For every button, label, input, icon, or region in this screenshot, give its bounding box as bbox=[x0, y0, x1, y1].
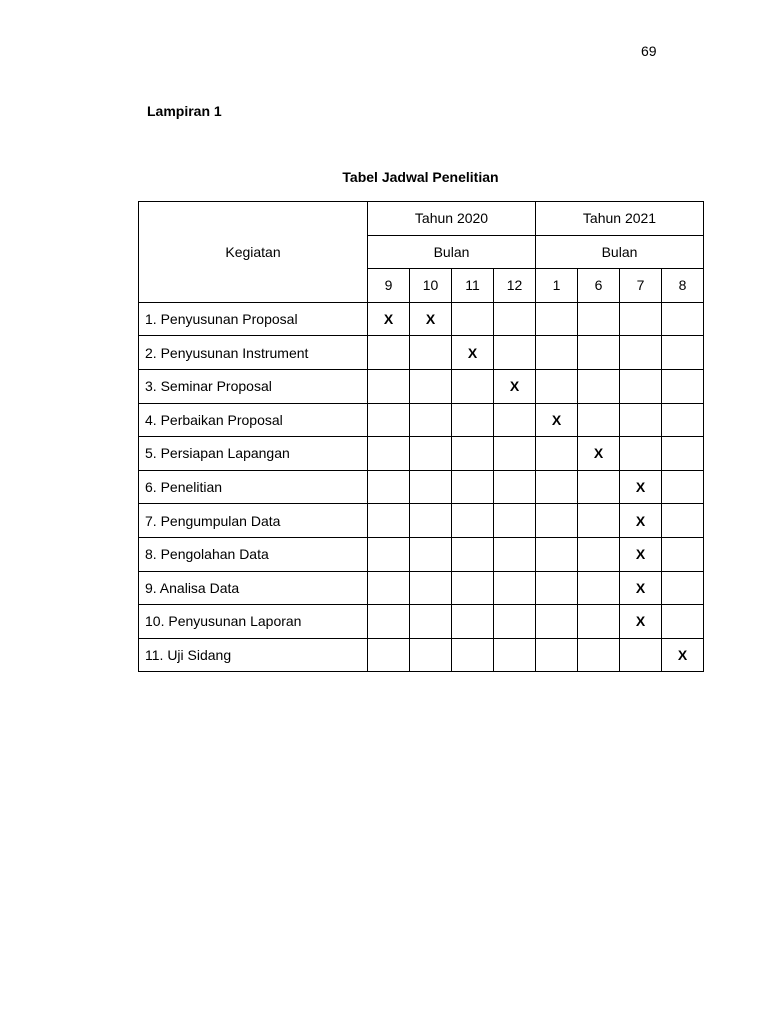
schedule-cell bbox=[410, 336, 452, 370]
schedule-cell bbox=[578, 605, 620, 639]
activity-cell: 5. Persiapan Lapangan bbox=[139, 437, 368, 471]
schedule-cell bbox=[452, 470, 494, 504]
schedule-cell bbox=[662, 302, 704, 336]
appendix-label: Lampiran 1 bbox=[147, 103, 222, 119]
schedule-cell bbox=[662, 537, 704, 571]
table-row bbox=[139, 537, 704, 571]
schedule-cell bbox=[368, 470, 410, 504]
schedule-cell bbox=[578, 403, 620, 437]
table-row bbox=[139, 437, 704, 471]
schedule-cell bbox=[410, 537, 452, 571]
year-header: Tahun 2021 bbox=[536, 202, 704, 236]
activity-cell: 4. Perbaikan Proposal bbox=[139, 403, 368, 437]
table-row bbox=[139, 369, 704, 403]
schedule-cell bbox=[494, 638, 536, 672]
month-group-header: Bulan bbox=[536, 235, 704, 269]
schedule-cell bbox=[536, 605, 578, 639]
schedule-cell bbox=[452, 638, 494, 672]
page-number: 69 bbox=[641, 43, 657, 59]
activity-cell: 6. Penelitian bbox=[139, 470, 368, 504]
month-group-header: Bulan bbox=[368, 235, 536, 269]
month-header: 12 bbox=[494, 269, 536, 303]
schedule-cell bbox=[494, 504, 536, 538]
schedule-mark: X bbox=[620, 537, 662, 571]
schedule-cell bbox=[494, 403, 536, 437]
activity-cell: 7. Pengumpulan Data bbox=[139, 504, 368, 538]
schedule-cell bbox=[620, 437, 662, 471]
schedule-cell bbox=[410, 571, 452, 605]
activity-cell: 3. Seminar Proposal bbox=[139, 369, 368, 403]
header-row-years bbox=[139, 202, 704, 236]
schedule-cell bbox=[536, 638, 578, 672]
schedule-cell bbox=[368, 638, 410, 672]
schedule-cell bbox=[620, 336, 662, 370]
schedule-cell bbox=[536, 504, 578, 538]
schedule-cell bbox=[578, 537, 620, 571]
schedule-cell bbox=[536, 537, 578, 571]
table-row bbox=[139, 470, 704, 504]
schedule-cell bbox=[536, 369, 578, 403]
month-header: 1 bbox=[536, 269, 578, 303]
schedule-mark: X bbox=[494, 369, 536, 403]
schedule-cell bbox=[620, 403, 662, 437]
schedule-cell bbox=[578, 302, 620, 336]
schedule-mark: X bbox=[452, 336, 494, 370]
schedule-mark: X bbox=[578, 437, 620, 471]
schedule-cell bbox=[662, 369, 704, 403]
table-row bbox=[139, 571, 704, 605]
schedule-cell bbox=[536, 571, 578, 605]
month-header: 6 bbox=[578, 269, 620, 303]
schedule-cell bbox=[368, 571, 410, 605]
schedule-cell bbox=[662, 571, 704, 605]
schedule-cell bbox=[620, 638, 662, 672]
schedule-cell bbox=[494, 605, 536, 639]
schedule-cell bbox=[368, 369, 410, 403]
schedule-cell bbox=[494, 470, 536, 504]
schedule-cell bbox=[662, 504, 704, 538]
table-title: Tabel Jadwal Penelitian bbox=[342, 169, 499, 185]
table-row bbox=[139, 403, 704, 437]
activity-cell: 2. Penyusunan Instrument bbox=[139, 336, 368, 370]
schedule-cell bbox=[410, 504, 452, 538]
schedule-cell bbox=[662, 336, 704, 370]
schedule-cell bbox=[368, 537, 410, 571]
schedule-cell bbox=[368, 504, 410, 538]
table-row bbox=[139, 638, 704, 672]
schedule-cell bbox=[662, 437, 704, 471]
activity-cell: 11. Uji Sidang bbox=[139, 638, 368, 672]
schedule-cell bbox=[578, 369, 620, 403]
schedule-cell bbox=[578, 336, 620, 370]
schedule-cell bbox=[410, 369, 452, 403]
schedule-cell bbox=[620, 369, 662, 403]
activity-cell: 9. Analisa Data bbox=[139, 571, 368, 605]
schedule-cell bbox=[536, 302, 578, 336]
schedule-cell bbox=[452, 302, 494, 336]
schedule-cell bbox=[452, 403, 494, 437]
month-header: 7 bbox=[620, 269, 662, 303]
table-row bbox=[139, 302, 704, 336]
schedule-mark: X bbox=[620, 470, 662, 504]
schedule-cell bbox=[452, 605, 494, 639]
schedule-cell bbox=[578, 571, 620, 605]
table-row bbox=[139, 504, 704, 538]
month-header: 8 bbox=[662, 269, 704, 303]
schedule-cell bbox=[452, 369, 494, 403]
schedule-cell bbox=[662, 403, 704, 437]
schedule-cell bbox=[662, 605, 704, 639]
schedule-cell bbox=[494, 336, 536, 370]
schedule-cell bbox=[494, 537, 536, 571]
schedule-cell bbox=[536, 336, 578, 370]
schedule-cell bbox=[494, 571, 536, 605]
schedule-cell bbox=[452, 504, 494, 538]
schedule-cell bbox=[494, 437, 536, 471]
schedule-cell bbox=[410, 470, 452, 504]
schedule-cell bbox=[410, 437, 452, 471]
month-header: 9 bbox=[368, 269, 410, 303]
schedule-cell bbox=[368, 437, 410, 471]
schedule-cell bbox=[494, 302, 536, 336]
schedule-cell bbox=[410, 605, 452, 639]
table-row bbox=[139, 336, 704, 370]
schedule-mark: X bbox=[620, 571, 662, 605]
schedule-cell bbox=[452, 571, 494, 605]
schedule-cell bbox=[578, 504, 620, 538]
schedule-mark: X bbox=[620, 504, 662, 538]
activity-header: Kegiatan bbox=[139, 202, 368, 303]
schedule-cell bbox=[536, 437, 578, 471]
month-header: 11 bbox=[452, 269, 494, 303]
schedule-cell bbox=[368, 336, 410, 370]
schedule-cell bbox=[410, 638, 452, 672]
schedule-mark: X bbox=[662, 638, 704, 672]
schedule-cell bbox=[620, 302, 662, 336]
schedule-cell bbox=[452, 537, 494, 571]
schedule-mark: X bbox=[368, 302, 410, 336]
activity-cell: 1. Penyusunan Proposal bbox=[139, 302, 368, 336]
schedule-cell bbox=[578, 638, 620, 672]
schedule-mark: X bbox=[536, 403, 578, 437]
year-header: Tahun 2020 bbox=[368, 202, 536, 236]
schedule-cell bbox=[536, 470, 578, 504]
schedule-cell bbox=[368, 605, 410, 639]
schedule-table bbox=[138, 201, 704, 672]
table-row bbox=[139, 605, 704, 639]
month-header: 10 bbox=[410, 269, 452, 303]
schedule-mark: X bbox=[410, 302, 452, 336]
schedule-cell bbox=[662, 470, 704, 504]
activity-cell: 8. Pengolahan Data bbox=[139, 537, 368, 571]
schedule-mark: X bbox=[620, 605, 662, 639]
schedule-cell bbox=[452, 437, 494, 471]
schedule-cell bbox=[410, 403, 452, 437]
schedule-cell bbox=[578, 470, 620, 504]
activity-cell: 10. Penyusunan Laporan bbox=[139, 605, 368, 639]
schedule-cell bbox=[368, 403, 410, 437]
